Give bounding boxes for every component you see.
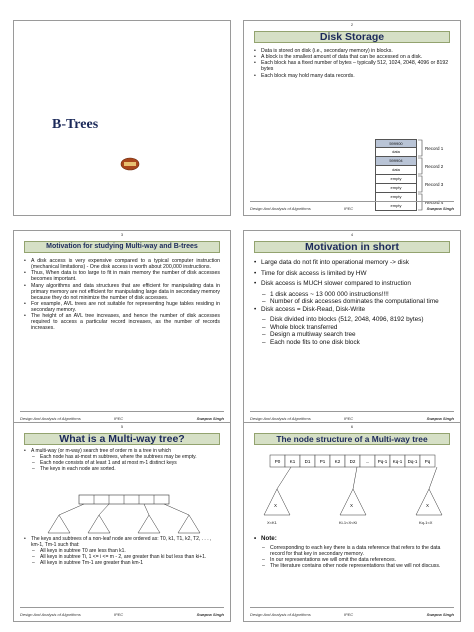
tree-label: X	[426, 503, 430, 508]
tree-caption: X<K1	[267, 520, 277, 525]
record-label: Record 2	[425, 164, 444, 169]
list-item: • Data is stored on disk (i.e., secondary memory) in blocks.	[254, 48, 450, 54]
slide-2	[243, 20, 461, 216]
list-subitem: – Each node fits to one disk block	[254, 339, 450, 347]
footer-institute: IPEC	[343, 206, 354, 211]
footer-institute: IPEC	[343, 416, 354, 421]
list-item: • A disk access is very expensive compared to a typical computer instruction (mechanical limitations) - One disk access is worth about 200,000 instructions.	[24, 258, 220, 270]
slide-title: Motivation in short	[305, 241, 399, 253]
footer	[250, 203, 454, 211]
page-number: 3	[120, 232, 124, 237]
list-subitem: – The literature contains other node representations that we will not discuss.	[254, 563, 450, 569]
footer-course: Design And Analysis of Algorithms	[250, 206, 311, 211]
multiway-tree-diagram	[34, 493, 214, 535]
slide-6	[243, 422, 461, 622]
note-heading	[254, 535, 450, 542]
footer-author: Swapna Singh	[426, 416, 454, 421]
footer-course: Design And Analysis of Algorithms	[20, 416, 81, 421]
record-label: Record 1	[425, 146, 444, 151]
list-item: • A block is the smallest amount of data that can be accessed on a disk.	[254, 54, 450, 60]
bullet-list	[254, 48, 450, 79]
block-cell: empty	[375, 175, 417, 184]
record-label: Record 3	[425, 182, 444, 187]
list-subitem: – All keys in subtree T0 are less than k1.	[24, 549, 220, 555]
list-item: • The height of an AVL tree increases, and hence the number of disk accesses required to access a particular record increases, as the number of records increases.	[24, 313, 220, 331]
node-cell-label: K1	[289, 459, 296, 464]
title-bar	[254, 241, 450, 253]
node-cell-label: Pq	[424, 459, 431, 464]
node-cell-label: Dq-1	[407, 459, 418, 464]
node-cell-label: D1	[304, 459, 311, 464]
node-cell-label: Pq-1	[377, 459, 388, 464]
slide-5	[13, 422, 231, 622]
node-structure-diagram	[252, 449, 454, 531]
slide-title: B-Trees	[52, 117, 99, 132]
list-item: • For example, AVL trees are not suitable for representing huge tables residing in secondary memory.	[24, 301, 220, 313]
footer	[250, 413, 454, 421]
slide-4	[243, 230, 461, 426]
record-label: Record 4	[425, 200, 444, 205]
block-cell: 599900	[375, 139, 417, 148]
bullet-list	[24, 258, 220, 332]
footer	[20, 609, 224, 617]
node-cell-label: K2	[334, 459, 341, 464]
node-cell-label: Kq-1	[392, 459, 403, 464]
list-subitem: – All keys in subtree Tm-1 are greater than km-1	[24, 561, 220, 567]
list-subitem: – Whole block transferred	[254, 324, 450, 332]
list-subitem: – Each node has at-most m subtrees, where the subtrees may be empty.	[24, 455, 220, 461]
footer-divider	[20, 607, 224, 608]
slide-1	[13, 20, 231, 216]
bullet-list-bottom	[24, 537, 220, 566]
note-list	[254, 545, 450, 570]
list-subitem: – In our representations we will omit the data references.	[254, 557, 450, 563]
list-subitem: – 1 disk access ~ 13 000 000 instructions!!!!	[254, 291, 450, 299]
block-cell: 599904	[375, 157, 417, 166]
node-cell-label: P0	[274, 459, 281, 464]
list-subitem: – Each node consists of at least 1 and at most m-1 distinct keys	[24, 461, 220, 467]
page-number: 2	[350, 22, 354, 27]
list-item: • Each block has a fixed number of bytes – typically 512, 1024, 2048, 4096 or 8192 bytes	[254, 60, 450, 72]
list-subitem: – Corresponding to each key there is a data reference that refers to the data record for that key in secondary memory.	[254, 545, 450, 557]
footer-divider	[250, 201, 454, 202]
ipec-logo	[120, 157, 140, 171]
title-bar	[24, 433, 220, 445]
footer-divider	[250, 607, 454, 608]
title-bar	[254, 31, 450, 43]
tree-caption: Kq-1<X	[419, 520, 433, 525]
page-number: 6	[350, 424, 354, 429]
block-cell: empty	[375, 184, 417, 193]
bullet-list	[254, 259, 450, 346]
slide-title: Motivation for studying Multi-way and B-trees	[46, 243, 198, 250]
list-item: • Thus, When data is too large to fit in main memory the number of disk accesses becomes important.	[24, 270, 220, 282]
footer-institute: IPEC	[343, 612, 354, 617]
footer-author: Swapna Singh	[196, 416, 224, 421]
footer-author: Swapna Singh	[426, 206, 454, 211]
footer	[250, 609, 454, 617]
list-subitem: – Design a multiway search tree	[254, 331, 450, 339]
block-cell: empty	[375, 202, 417, 211]
footer-course: Design And Analysis of Algorithms	[20, 612, 81, 617]
list-subitem: – All keys in subtree Ti, 1 <= i <= m - 2, are greater than ki but less than ki+1.	[24, 555, 220, 561]
footer-course: Design And Analysis of Algorithms	[250, 612, 311, 617]
page-number: 4	[350, 232, 354, 237]
page-number: 5	[120, 424, 124, 429]
list-subitem: – Number of disk accesses dominates the computational time	[254, 298, 450, 306]
footer-course: Design And Analysis of Algorithms	[250, 416, 311, 421]
list-item: • Time for disk access is limited by HW	[254, 270, 450, 278]
block-cell: empty	[375, 193, 417, 202]
footer	[20, 413, 224, 421]
list-subitem: – The keys in each node are sorted.	[24, 467, 220, 473]
slide-title: The node structure of a Multi-way tree	[276, 434, 428, 444]
footer-author: Swapna Singh	[196, 612, 224, 617]
footer-divider	[250, 411, 454, 412]
tree-label: X	[274, 503, 278, 508]
list-item: • Disk access is MUCH slower compared to instruction	[254, 280, 450, 288]
list-item: • Large data do not fit into operational memory -> disk	[254, 259, 450, 267]
title-bar	[254, 433, 450, 445]
list-item: • Each block may hold many data records.	[254, 73, 450, 79]
list-item: • The keys and subtrees of a non-leaf node are ordered as: T0, k1, T1, k2, T2, . . . , km-1, Tm-1 such that:	[24, 537, 220, 549]
note-title: • Note:	[254, 535, 450, 542]
slide-title: What is a Multi-way tree?	[59, 433, 185, 445]
node-cell-label: P1	[319, 459, 326, 464]
list-item: • Disk access = Disk-Read, Disk-Write	[254, 306, 450, 314]
block-cell: data	[375, 166, 417, 175]
list-item: • A multi-way (or m-way) search tree of order m is a tree in which	[24, 449, 220, 455]
list-subitem: – Disk divided into blocks (512, 2048, 4096, 8192 bytes)	[254, 316, 450, 324]
slide-3	[13, 230, 231, 426]
tree-caption: Ki-1<X<Ki	[339, 520, 358, 525]
footer-author: Swapna Singh	[426, 612, 454, 617]
title-bar	[24, 241, 220, 253]
slide-title: Disk Storage	[319, 31, 385, 43]
footer-institute: IPEC	[113, 612, 124, 617]
bullet-list-top	[24, 449, 220, 473]
node-cell-label: D2	[349, 459, 356, 464]
tree-label: X	[350, 503, 354, 508]
block-cell: data	[375, 148, 417, 157]
footer-divider	[20, 411, 224, 412]
list-item: • Many algorithms and data structures that are efficient for manipulating data in primary memory are not efficient for manipulating large data in secondary memory because they do not minimize the number of disk accesses.	[24, 283, 220, 301]
footer-institute: IPEC	[113, 416, 124, 421]
node-cell-label: ...	[365, 459, 370, 464]
